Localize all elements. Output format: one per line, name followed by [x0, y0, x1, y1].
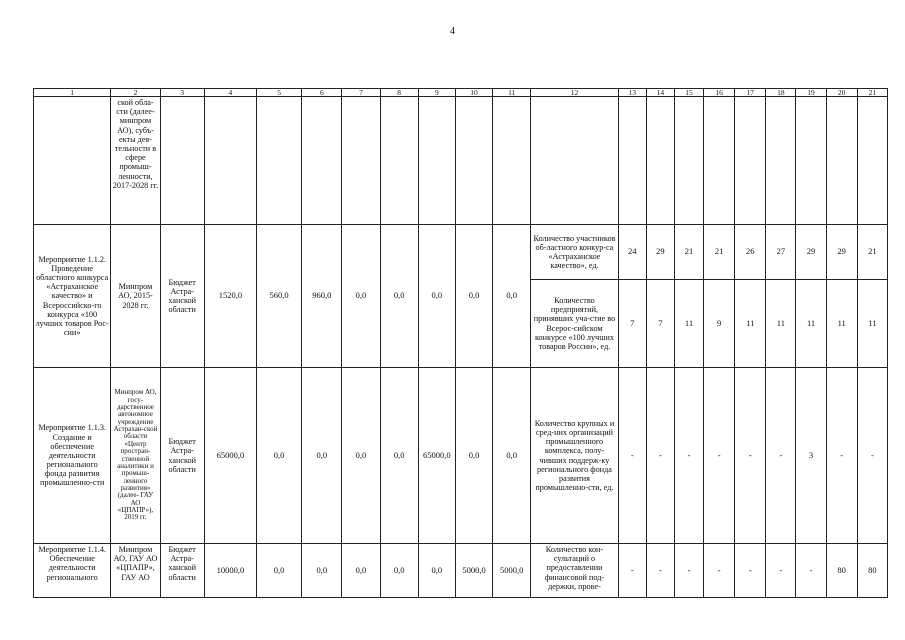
cell-value: - [618, 368, 646, 544]
cell-source: Бюджет Астра-ханской области [160, 544, 204, 598]
cell-value: - [674, 368, 703, 544]
cell-value: - [796, 544, 826, 598]
table-row [34, 225, 888, 280]
header-row [34, 89, 888, 97]
cell-value: 0,0 [257, 368, 302, 544]
col-header: 21 [857, 89, 887, 97]
col-header: 17 [735, 89, 766, 97]
cell-value: 21 [857, 225, 887, 280]
cell-value: 3 [796, 368, 826, 544]
cell-value: 0,0 [418, 544, 455, 598]
table-row [34, 368, 888, 544]
cell-source: Бюджет Астра-ханской области [160, 368, 204, 544]
cell-value: 0,0 [493, 225, 531, 368]
cell-value: 0,0 [342, 368, 380, 544]
cell-value: 0,0 [342, 544, 380, 598]
col-header: 20 [826, 89, 857, 97]
cell-value: 9 [704, 280, 735, 368]
cell-value: 0,0 [257, 544, 302, 598]
cell [493, 97, 531, 225]
cell-value: 5000,0 [493, 544, 531, 598]
cell-value: 0,0 [342, 225, 380, 368]
cell-value: 24 [618, 225, 646, 280]
cell-value: 5000,0 [455, 544, 492, 598]
cell [380, 97, 418, 225]
cell-value: 0,0 [302, 544, 342, 598]
cell-value: 0,0 [380, 368, 418, 544]
cell [704, 97, 735, 225]
cell-value: 0,0 [380, 544, 418, 598]
cell [34, 97, 111, 225]
cell-value: 21 [704, 225, 735, 280]
cell-indicator: Количество крупных и сред-них организаций промышленного комплекса, полу-чивших поддерж-ку регионального фонда развития промышленно-сти, ед. [531, 368, 618, 544]
cell-value: 29 [796, 225, 826, 280]
cell-value: - [735, 544, 766, 598]
cell [302, 97, 342, 225]
cell-measure-name: Мероприятие 1.1.4. Обеспечение деятельности регионального [34, 544, 111, 598]
cell [674, 97, 703, 225]
col-header: 12 [531, 89, 618, 97]
col-header: 10 [455, 89, 492, 97]
cell-value: 0,0 [455, 368, 492, 544]
cell [418, 97, 455, 225]
cell [455, 97, 492, 225]
cell-value: - [704, 368, 735, 544]
cell-value: - [766, 368, 796, 544]
cell [826, 97, 857, 225]
cell-value: 11 [735, 280, 766, 368]
cell: ской обла-сти (далее-минпром АО), субъ-екты дея-тельности в сфере промыш-ленности, 2017-2028 гг. [111, 97, 160, 225]
cell-source: Бюджет Астра-ханской области [160, 225, 204, 368]
cell-value: 560,0 [257, 225, 302, 368]
cell-indicator: Количество кон-сультаций о предоставлении финансовой под-держки, прове- [531, 544, 618, 598]
cell-value: 11 [674, 280, 703, 368]
cell-value: 11 [796, 280, 826, 368]
cell-value: - [646, 544, 674, 598]
cell-value: 80 [826, 544, 857, 598]
table-row [34, 97, 888, 225]
cell-value: - [618, 544, 646, 598]
col-header: 8 [380, 89, 418, 97]
cell-indicator: Количество предприятий, принявших уча-стие во Всерос-сийском конкурсе «100 лучших товаров России», ед. [531, 280, 618, 368]
cell-value: 0,0 [302, 368, 342, 544]
col-header: 11 [493, 89, 531, 97]
cell-value: - [826, 368, 857, 544]
cell-value: 11 [766, 280, 796, 368]
cell [646, 97, 674, 225]
table-row [34, 544, 888, 598]
col-header: 14 [646, 89, 674, 97]
col-header: 18 [766, 89, 796, 97]
cell-executor: Минпром АО, госу-дарственное автономное учреждение Астрахан-ской области «Центр простран-ственной аналитики и промыш-ленного развития» (далее- ГАУ АО «ЦПАПР»), 2019 гг. [111, 368, 160, 544]
cell-value: 80 [857, 544, 887, 598]
cell [618, 97, 646, 225]
cell-value: 7 [646, 280, 674, 368]
cell [342, 97, 380, 225]
cell-value: 0,0 [455, 225, 492, 368]
cell-value: 0,0 [493, 368, 531, 544]
col-header: 7 [342, 89, 380, 97]
cell-value: 1520,0 [204, 225, 256, 368]
cell-value: 65000,0 [204, 368, 256, 544]
cell-value: - [704, 544, 735, 598]
cell-value: 27 [766, 225, 796, 280]
col-header: 15 [674, 89, 703, 97]
col-header: 4 [204, 89, 256, 97]
col-header: 13 [618, 89, 646, 97]
cell [857, 97, 887, 225]
col-header: 5 [257, 89, 302, 97]
cell-value: 29 [646, 225, 674, 280]
col-header: 2 [111, 89, 160, 97]
cell-measure-name: Мероприятие 1.1.3. Создание и обеспечение деятельности регионального фонда развития промышленно-сти [34, 368, 111, 544]
cell-indicator: Количество участников об-ластного конкур-са «Астраханское качество», ед. [531, 225, 618, 280]
cell-value: 7 [618, 280, 646, 368]
cell-value: 21 [674, 225, 703, 280]
cell-measure-name: Мероприятие 1.1.2. Проведение областного конкурса «Астраханское качество» и Всероссийско-го конкурса «100 лучших товаров Рос-сии» [34, 225, 111, 368]
col-header: 16 [704, 89, 735, 97]
cell-value: - [766, 544, 796, 598]
cell-value: 29 [826, 225, 857, 280]
cell [160, 97, 204, 225]
cell-value: - [735, 368, 766, 544]
col-header: 9 [418, 89, 455, 97]
cell-value: 0,0 [380, 225, 418, 368]
cell-value: 960,0 [302, 225, 342, 368]
cell [204, 97, 256, 225]
cell-value: 0,0 [418, 225, 455, 368]
cell-value: - [857, 368, 887, 544]
program-table [33, 88, 888, 598]
cell-value: 26 [735, 225, 766, 280]
col-header: 3 [160, 89, 204, 97]
col-header: 6 [302, 89, 342, 97]
col-header: 1 [34, 89, 111, 97]
cell [531, 97, 618, 225]
cell [766, 97, 796, 225]
cell-executor: Минпром АО, ГАУ АО «ЦПАПР», ГАУ АО [111, 544, 160, 598]
cell-value: 11 [826, 280, 857, 368]
col-header: 19 [796, 89, 826, 97]
cell [257, 97, 302, 225]
cell-value: - [674, 544, 703, 598]
cell-value: 10000,0 [204, 544, 256, 598]
cell-value: 65000,0 [418, 368, 455, 544]
page-number: 4 [450, 26, 455, 37]
cell-value: 11 [857, 280, 887, 368]
cell-value: - [646, 368, 674, 544]
cell [796, 97, 826, 225]
cell [735, 97, 766, 225]
cell-executor: Минпром АО, 2015-2028 гг. [111, 225, 160, 368]
